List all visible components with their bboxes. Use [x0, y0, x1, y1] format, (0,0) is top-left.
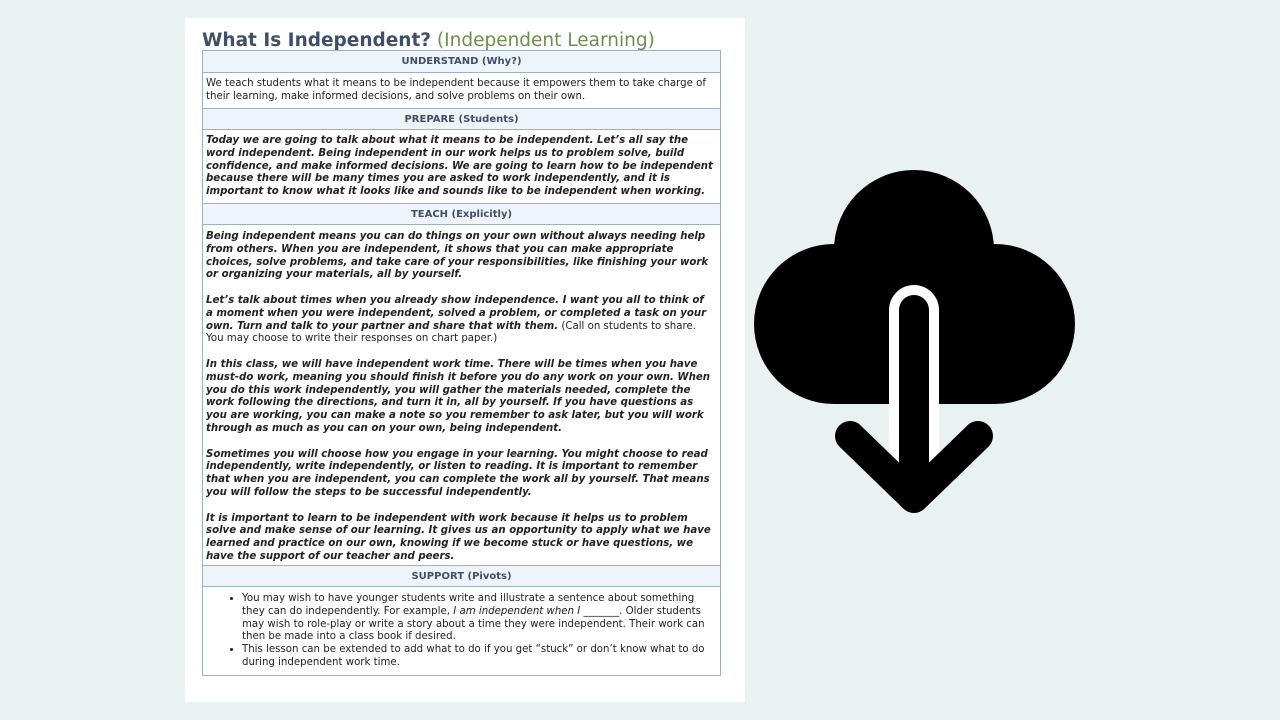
teach-text [206, 231, 714, 564]
teach-paragraph-2-bold: Let’s talk about times when you already show independence. I want you all to think of a moment when you were independent, solved a problem, or completed a task on your own. Turn and talk to your partner and share that with them. [206, 294, 707, 332]
teach-paragraph-4: Sometimes you will choose how you engage in your learning. You might choose to read independently, write independently, or listen to reading. It is important to remember that when you are independent, you can complete the work all by yourself. That means you will follow the steps to be successful independently. [206, 448, 710, 498]
lesson-table [202, 50, 721, 676]
teach-paragraph-5: It is important to learn to be independent with work because it helps us to problem solve and make sense of our learning. It gives us an opportunity to apply what we have learned and practice on our own, knowing if we become stuck or have questions, we have the support of our teacher and peers. [206, 512, 711, 562]
support-list [206, 593, 714, 670]
teach-paragraph-1: Being independent means you can do things on your own without always needing help from others. When you are independent, it shows that you can make appropriate choices, solve problems, and take care of your responsibilities, like finishing your work or organizing your materials, all by yourself. [206, 231, 709, 281]
title-subtitle: (Independent Learning) [436, 30, 655, 51]
page-title [202, 30, 655, 52]
prepare-heading: PREPARE (Students) [203, 108, 720, 130]
title-main: What Is Independent? [202, 30, 432, 51]
teach-paragraph-2-note: (Call on students to share. You may choose to write their responses on chart paper.) [206, 320, 696, 345]
list-item: • This lesson can be extended to add what to do if you get “stuck” or don’t know what to do during independent work time. [242, 644, 714, 670]
prepare-text: Today we are going to talk about what it means to be independent. Let’s all say the word independent. Being independent in our work helps us to problem solve, build confidence, and make informed decisions. We are going to learn how to be independent because there will be many times you are asked to work independently, and it is important to know what it looks like and sounds like to be independent when working. [206, 135, 713, 198]
document-page [185, 18, 745, 702]
support-item-1-text-end: . Older students may wish to role-play or write a story about a time they were independent. Their work can then be made into a class book if desired. [242, 605, 705, 643]
understand-text: We teach students what it means to be independent because it empowers them to take charge of their learning, make informed decisions, and solve problems on their own. [206, 78, 706, 102]
support-heading: SUPPORT (Pivots) [203, 565, 720, 587]
teach-heading: TEACH (Explicitly) [203, 203, 720, 225]
understand-heading: UNDERSTAND (Why?) [203, 51, 720, 73]
support-item-1-text: You may wish to have younger students write and illustrate a sentence about something they can do independently. For example, [242, 593, 695, 617]
teach-paragraph-3: In this class, we will have independent work time. There will be times when you have must-do work, meaning you should finish it before you do any work on your own. When you do this work independently, you will gather the materials needed, complete the work following the directions, and turn it in, all by yourself. If you have questions as you are working, you can make a note so you remember to ask later, but you will work through as much as you can on your own, being independent. [206, 358, 711, 434]
cloud-download-icon[interactable] [752, 168, 1078, 514]
support-item-1-example: I am independent when I _______ [453, 605, 620, 617]
teach-paragraph-2 [206, 295, 714, 346]
list-item [242, 593, 714, 644]
support-list-wrapper [206, 593, 714, 670]
